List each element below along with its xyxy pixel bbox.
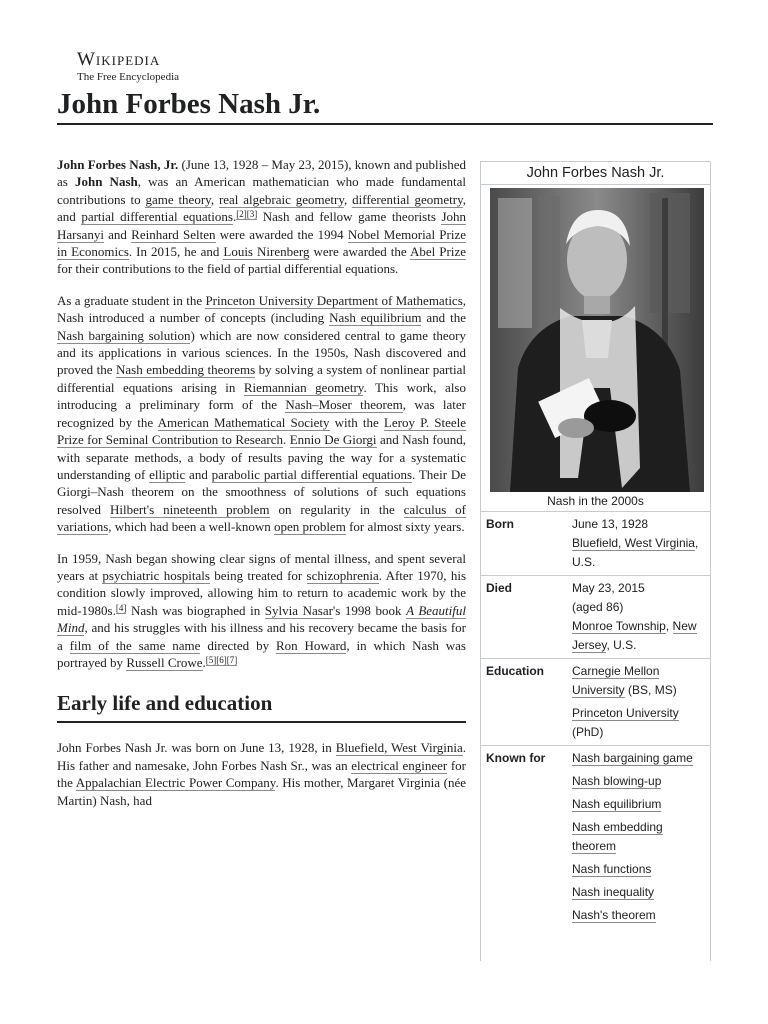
link-ennio-de-giorgi[interactable]: Ennio De Giorgi bbox=[289, 432, 377, 448]
born-date: June 13, 1928 bbox=[572, 517, 649, 531]
link-open-problem[interactable]: open problem bbox=[273, 519, 346, 535]
link-known-for[interactable]: Nash blowing-up bbox=[572, 774, 662, 788]
born-label: Born bbox=[486, 517, 514, 531]
bold-name-full: John Forbes Nash, Jr. bbox=[57, 157, 179, 172]
title-divider bbox=[57, 123, 713, 125]
link-sylvia-nasar[interactable]: Sylvia Nasar bbox=[264, 602, 333, 618]
citation bbox=[236, 209, 257, 220]
text: . Their De Giorgi–Nash theorem on the smoothness of solutions of such equations resolved bbox=[57, 466, 466, 517]
text: , bbox=[210, 191, 219, 207]
spacer bbox=[572, 902, 704, 906]
text: . His mother, Margaret Virginia (née Martin) Nash, had bbox=[57, 775, 466, 808]
link-known-for[interactable]: Nash functions bbox=[572, 862, 652, 876]
spacer bbox=[572, 700, 704, 704]
text: for their contributions to the field of partial differential equations. bbox=[57, 261, 399, 277]
link-differential-geometry[interactable]: differential geometry bbox=[352, 191, 463, 207]
text: In 1959, Nash began showing clear signs of mental illness, and spent several years at bbox=[57, 550, 466, 583]
link-reinhard-selten[interactable]: Reinhard Selten bbox=[131, 226, 216, 242]
text: directed by bbox=[200, 637, 276, 653]
page-title: John Forbes Nash Jr. bbox=[57, 88, 321, 120]
link-bluefield-wv[interactable]: Bluefield, West Virginia bbox=[335, 740, 463, 756]
text: with the bbox=[329, 414, 384, 430]
link-princeton-university[interactable]: Princeton University bbox=[572, 706, 679, 720]
text: 's 1998 book bbox=[332, 602, 407, 618]
lead-paragraph-3 bbox=[57, 550, 466, 672]
link-hilberts-nineteenth-problem[interactable]: Hilbert's nineteenth problem bbox=[109, 501, 270, 517]
bold-name-short: John Nash bbox=[74, 174, 138, 190]
education-value bbox=[572, 662, 704, 742]
education-label: Education bbox=[486, 664, 545, 678]
spacer bbox=[572, 791, 704, 795]
text: . His father and namesake, John Forbes Nash Sr., was an bbox=[57, 740, 466, 773]
early-life-paragraph-1 bbox=[57, 739, 466, 809]
text: and bbox=[185, 466, 212, 482]
text: for almost sixty years. bbox=[345, 519, 465, 535]
citation bbox=[116, 603, 127, 614]
edu2-suffix: (PhD) bbox=[572, 725, 604, 739]
link-carnegie-mellon[interactable]: Carnegie Mellon University bbox=[572, 664, 660, 697]
text: , in which Nash was portrayed by bbox=[57, 637, 466, 670]
born-place-suffix: , U.S. bbox=[572, 536, 699, 569]
link-princeton-math-dept[interactable]: Princeton University Department of Mathematics bbox=[205, 292, 463, 308]
text: . In 2015, he and bbox=[128, 244, 224, 260]
link-calculus-of-variations[interactable]: calculus of variations bbox=[57, 501, 466, 535]
link-parabolic-pde[interactable]: parabolic partial differential equations bbox=[211, 466, 413, 482]
link-known-for[interactable]: Nash inequality bbox=[572, 885, 655, 899]
text: , Nash introduced a number of concepts (including bbox=[57, 292, 467, 326]
wikipedia-tagline: The Free Encyclopedia bbox=[77, 71, 180, 83]
edu1-suffix: (BS, MS) bbox=[624, 683, 677, 697]
link-new-jersey[interactable]: New Jersey bbox=[572, 619, 697, 652]
link-known-for[interactable]: Nash embedding theorem bbox=[572, 820, 663, 853]
article-body bbox=[57, 156, 466, 823]
link-nash-equilibrium[interactable]: Nash equilibrium bbox=[329, 310, 422, 326]
link-film[interactable]: film of the same name bbox=[69, 637, 201, 653]
link-known-for[interactable]: Nash equilibrium bbox=[572, 797, 662, 811]
spacer bbox=[572, 879, 704, 883]
text: . bbox=[232, 209, 237, 225]
book-title: A Beautiful Mind bbox=[57, 602, 467, 636]
link-psychiatric-hospitals[interactable]: psychiatric hospitals bbox=[102, 567, 210, 583]
text: were awarded the 1994 bbox=[215, 226, 348, 242]
text: Nash and fellow game theorists bbox=[257, 209, 442, 225]
citation bbox=[206, 655, 238, 666]
died-age: (aged 86) bbox=[572, 600, 624, 614]
link-john-harsanyi[interactable]: John Harsanyi bbox=[57, 209, 466, 242]
died-place-suffix: , U.S. bbox=[606, 638, 637, 652]
link-partial-differential-equations[interactable]: partial differential equations bbox=[81, 209, 233, 225]
wikipedia-wordmark: Wikipedia bbox=[77, 49, 161, 70]
infobox-row-born bbox=[481, 512, 710, 576]
text: by solving a system of nonlinear partial differential equations arising in bbox=[57, 362, 466, 395]
text: , and bbox=[57, 191, 466, 225]
citation-link[interactable]: [2] bbox=[236, 209, 247, 220]
lead-paragraph-1 bbox=[57, 156, 466, 278]
link-steele-prize[interactable]: Leroy P. Steele Prize for Seminal Contribution to Research bbox=[57, 414, 466, 448]
link-ron-howard[interactable]: Ron Howard bbox=[275, 637, 347, 653]
link-american-mathematical-society[interactable]: American Mathematical Society bbox=[157, 414, 330, 430]
text: and the bbox=[421, 310, 466, 326]
infobox-row-known-for bbox=[481, 746, 710, 928]
link-electrical-engineer[interactable]: electrical engineer bbox=[351, 757, 448, 773]
infobox-row-education bbox=[481, 659, 710, 746]
link-nash-bargaining-solution[interactable]: Nash bargaining solution bbox=[57, 327, 191, 343]
link-nash-embedding-theorems[interactable]: Nash embedding theorems bbox=[116, 362, 256, 378]
spacer bbox=[572, 814, 704, 818]
text: (June 13, 1928 – May 23, 2015), known and published as bbox=[57, 157, 467, 190]
section-heading-early-life: Early life and education bbox=[57, 690, 466, 723]
text: for the bbox=[57, 757, 466, 791]
text: , which had been a well-known bbox=[108, 519, 274, 535]
link-known-for[interactable]: Nash bargaining game bbox=[572, 751, 693, 765]
text: As a graduate student in the bbox=[57, 292, 206, 308]
wikipedia-logo[interactable] bbox=[77, 50, 179, 83]
spacer bbox=[572, 856, 704, 860]
link-born-place[interactable]: Bluefield, West Virginia bbox=[572, 536, 695, 550]
link-abel-prize[interactable]: Abel Prize bbox=[410, 244, 466, 260]
link-monroe-township[interactable]: Monroe Township bbox=[572, 619, 666, 633]
link-louis-nirenberg[interactable]: Louis Nirenberg bbox=[223, 244, 310, 260]
text: were awarded the bbox=[309, 244, 410, 260]
text: , and his struggles with his illness and his recovery became the basis for a bbox=[57, 620, 466, 653]
portrait-photo[interactable] bbox=[490, 188, 704, 492]
text: and bbox=[103, 226, 132, 242]
infobox bbox=[480, 161, 711, 961]
link-schizophrenia[interactable]: schizophrenia bbox=[306, 567, 379, 583]
text: . After 1970, his condition slowly improved, allowing him to return to academic work by the mid-1980s. bbox=[57, 567, 467, 618]
link-elliptic[interactable]: elliptic bbox=[149, 466, 186, 482]
link-nobel-prize-economics[interactable]: Nobel Memorial Prize in Economics bbox=[57, 226, 466, 260]
link-nash-moser-theorem[interactable]: Nash–Moser theorem bbox=[285, 397, 403, 413]
text: , was an American mathematician who made fundamental contributions to bbox=[57, 174, 466, 207]
text: being treated for bbox=[209, 567, 307, 583]
link-game-theory[interactable]: game theory bbox=[145, 191, 211, 207]
link-riemannian-geometry[interactable]: Riemannian geometry bbox=[243, 379, 364, 395]
citation-link[interactable]: [4] bbox=[115, 602, 127, 613]
text: . This work, also introducing a preliminary form of the bbox=[57, 379, 466, 413]
text: ) which are now considered central to game theory and its applications in various sciences. In the 1950s, Nash discovered and proved the bbox=[57, 327, 466, 378]
citation-link[interactable]: [5] bbox=[205, 654, 217, 665]
text: Nash was biographed in bbox=[126, 602, 265, 618]
died-place-comma: , bbox=[665, 619, 670, 633]
born-value bbox=[572, 515, 704, 572]
died-label: Died bbox=[486, 581, 513, 595]
citation-link[interactable]: [7] bbox=[226, 654, 238, 665]
citation-link[interactable]: [3] bbox=[246, 209, 258, 220]
portrait-photo-graphic bbox=[490, 188, 704, 492]
text: and Nash found, with separate methods, a body of results paving the way for a systematic understanding of bbox=[57, 432, 466, 482]
infobox-title: John Forbes Nash Jr. bbox=[481, 162, 710, 185]
text: on regularity in the bbox=[269, 501, 404, 517]
link-russell-crowe[interactable]: Russell Crowe bbox=[126, 654, 203, 670]
link-appalachian-electric-power[interactable]: Appalachian Electric Power Company bbox=[75, 775, 276, 791]
text: , was later recognized by the bbox=[57, 397, 466, 430]
link-known-for[interactable]: Nash's theorem bbox=[572, 908, 656, 922]
text: John Forbes Nash Jr. was born on June 13, 1928, in bbox=[57, 740, 336, 756]
spacer bbox=[572, 768, 704, 772]
link-real-algebraic-geometry[interactable]: real algebraic geometry bbox=[218, 191, 345, 207]
died-value bbox=[572, 579, 704, 655]
known-for-label: Known for bbox=[486, 751, 546, 765]
portrait-caption: Nash in the 2000s bbox=[481, 493, 710, 512]
infobox-row-died bbox=[481, 576, 710, 659]
died-date: May 23, 2015 bbox=[572, 581, 645, 595]
known-for-value bbox=[572, 749, 704, 925]
text: . bbox=[282, 432, 290, 448]
citation-link[interactable]: [6] bbox=[216, 654, 227, 665]
text: . bbox=[202, 654, 206, 670]
text: , bbox=[344, 191, 353, 207]
lead-paragraph-2 bbox=[57, 292, 466, 536]
